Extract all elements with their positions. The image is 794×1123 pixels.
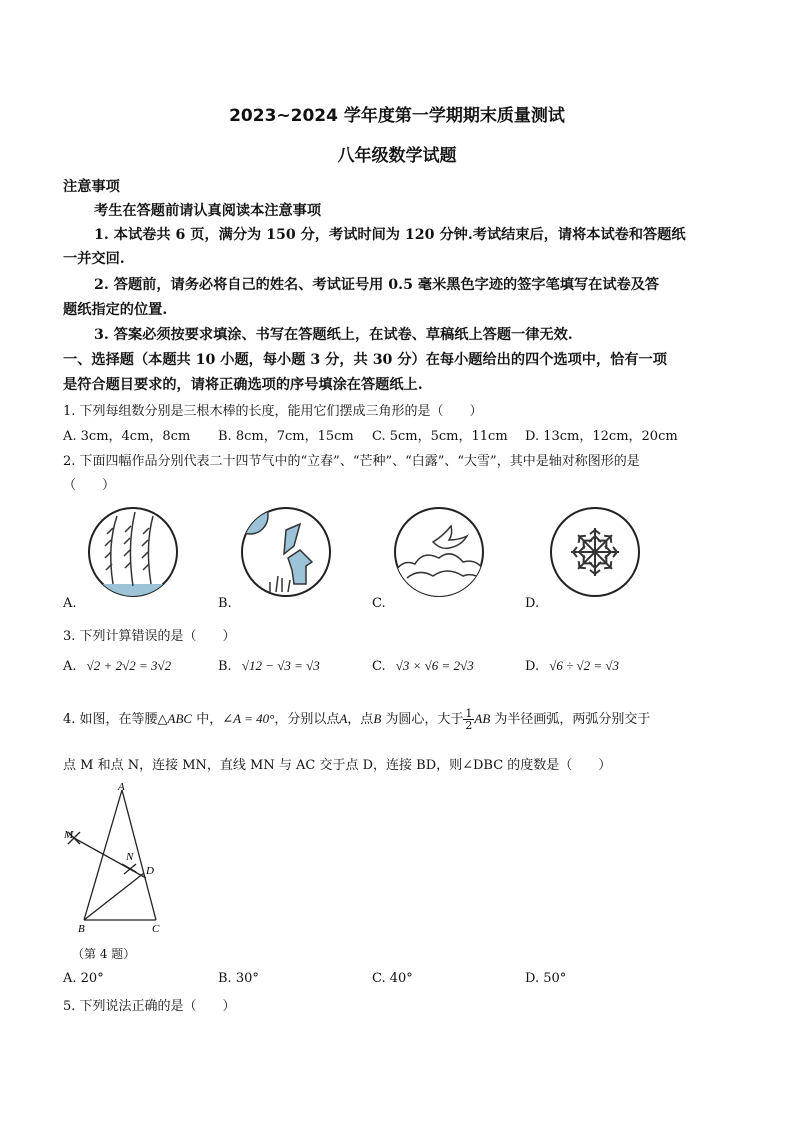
- question-3-option-a[interactable]: [63, 658, 171, 674]
- option-expression: √3 × √6 = 2√3: [395, 658, 474, 673]
- point-name: A: [339, 711, 348, 726]
- question-2-option-a[interactable]: A.: [63, 596, 77, 611]
- label-n: N: [126, 851, 134, 863]
- notice-item-2-cont: 题纸指定的位置.: [63, 302, 168, 318]
- label-d: D: [146, 865, 154, 877]
- question-2-option-b[interactable]: B.: [218, 596, 232, 611]
- stem-text: 为圆心，大于: [381, 712, 464, 727]
- mangzhong-emblem[interactable]: [240, 506, 332, 598]
- option-expression: √2 + 2√2 = 3√2: [86, 658, 172, 673]
- fraction-numerator: 1: [465, 707, 473, 720]
- question-1-option-d[interactable]: D. 13cm，12cm，20cm: [525, 429, 678, 444]
- question-4-stem: [63, 708, 650, 731]
- option-label: D.: [525, 659, 540, 674]
- lichun-emblem[interactable]: [87, 506, 179, 598]
- exam-subtitle: 八年级数学试题: [337, 146, 457, 166]
- question-1-option-c[interactable]: C. 5cm，5cm，11cm: [372, 429, 508, 444]
- bailu-emblem[interactable]: [393, 506, 485, 598]
- stem-text: 为半径画弧，两弧分别交于: [490, 712, 651, 727]
- question-3-option-d[interactable]: [525, 658, 619, 674]
- option-expression: √6 ÷ √2 = √3: [549, 658, 620, 673]
- notice-item-1: 1. 本试卷共 6 页，满分为 150 分，考试时间为 120 分钟.考试结束后，请将本试卷和答题纸: [94, 227, 686, 243]
- stem-text: ，分别以点: [274, 712, 340, 727]
- triangle-name: ABC: [167, 711, 193, 726]
- option-label: C.: [372, 659, 386, 674]
- option-expression: √12 − √3 = √3: [241, 658, 320, 673]
- question-4-option-d[interactable]: D. 50°: [525, 971, 567, 986]
- daxue-emblem[interactable]: [549, 506, 641, 598]
- label-m: M: [64, 829, 74, 841]
- notice-heading: 注意事项: [63, 179, 120, 195]
- question-3-stem: 3. 下列计算错误的是（ ）: [63, 629, 236, 644]
- stem-text: 4. 如图，在等腰△: [63, 712, 168, 727]
- question-1-option-a[interactable]: A. 3cm，4cm，8cm: [63, 429, 191, 444]
- fraction-one-half: [463, 708, 474, 731]
- segment-bd: [84, 873, 144, 920]
- question-4-option-c[interactable]: C. 40°: [372, 971, 413, 986]
- question-2-option-d[interactable]: D.: [525, 596, 540, 611]
- question-3-option-c[interactable]: [372, 658, 474, 674]
- question-3-option-b[interactable]: [218, 658, 320, 674]
- question-4-option-a[interactable]: A. 20°: [63, 971, 104, 986]
- option-label: B.: [218, 659, 232, 674]
- question-1-option-b[interactable]: B. 8cm，7cm，15cm: [218, 429, 354, 444]
- figure-caption: （第 4 题）: [72, 947, 136, 961]
- point-name: B: [373, 711, 382, 726]
- notice-item-3: 3. 答案必须按要求填涂、书写在答题纸上，在试卷、草稿纸上答题一律无效.: [94, 327, 573, 343]
- triangle-figure: [60, 780, 170, 935]
- segment-name: AB: [474, 711, 491, 726]
- fraction-denominator: 2: [465, 719, 473, 732]
- notice-item-1-cont: 一并交回.: [63, 251, 125, 267]
- question-2-option-c[interactable]: C.: [372, 596, 386, 611]
- question-2-stem-cont: （ ）: [63, 478, 116, 493]
- question-1-stem: 1. 下列每组数分别是三根木棒的长度，能用它们摆成三角形的是（ ）: [63, 404, 483, 419]
- question-4-option-b[interactable]: B. 30°: [218, 971, 259, 986]
- exam-title: 2023~2024 学年度第一学期期末质量测试: [229, 106, 565, 126]
- label-b: B: [78, 923, 85, 935]
- section-1-instructions: 一、选择题（本题共 10 小题，每小题 3 分，共 30 分）在每小题给出的四个选项中，恰有一项: [63, 352, 667, 368]
- option-label: A.: [63, 659, 77, 674]
- stem-text: ，点: [347, 712, 374, 727]
- question-5-stem: 5. 下列说法正确的是（ ）: [63, 999, 236, 1014]
- question-2-stem: 2. 下面四幅作品分别代表二十四节气中的“立春”、“芒种”、“白露”、“大雪”，其中是轴对称图形的是: [63, 454, 640, 469]
- label-c: C: [152, 923, 160, 935]
- label-a: A: [118, 781, 125, 793]
- side-ab: [84, 790, 122, 920]
- angle-value: ∠A = 40°: [222, 711, 275, 726]
- stem-text: 中，: [192, 712, 223, 727]
- notice-item-2: 2. 答题前，请务必将自己的姓名、考试证号用 0.5 毫米黑色字迹的签字笔填写在试卷及答: [94, 277, 660, 293]
- notice-intro: 考生在答题前请认真阅读本注意事项: [94, 203, 322, 219]
- section-1-instructions-cont: 是符合题目要求的，请将正确选项的序号填涂在答题纸上.: [63, 377, 423, 393]
- question-4-stem-cont: 点 M 和点 N，连接 MN，直线 MN 与 AC 交于点 D，连接 BD，则∠DBC 的度数是（ ）: [63, 758, 612, 773]
